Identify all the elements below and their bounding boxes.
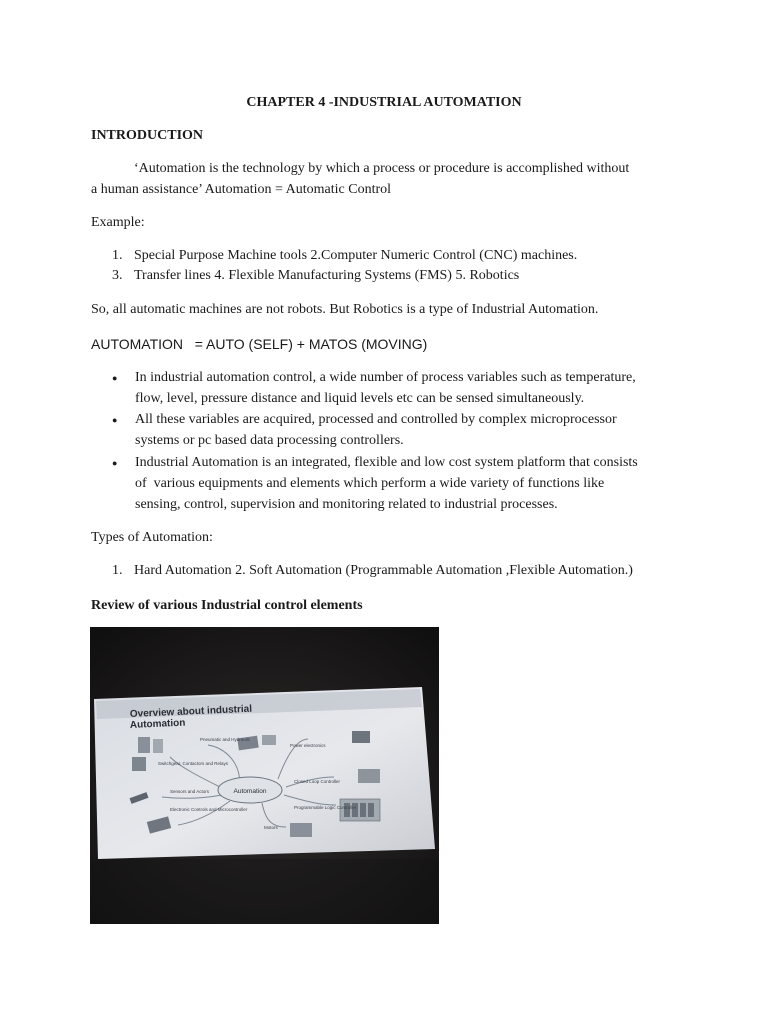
node-label: Pneumatic and Hydraulic (200, 737, 251, 742)
types-list-item (112, 561, 633, 581)
figure-photo (90, 627, 439, 924)
intro-heading: INTRODUCTION (91, 128, 204, 143)
slide-title-line1: Overview about industrial (129, 703, 253, 720)
node-label: Power electronics (290, 743, 326, 748)
bullet-line: of various equipments and elements which perform a wide variety of functions like (135, 476, 605, 491)
photo-shadow (90, 859, 439, 924)
node-label: Closed Loop Controller (294, 779, 341, 784)
bullet-line: flow, level, pressure distance and liquid levels etc can be sensed simultaneously. (135, 391, 585, 406)
review-heading: Review of various Industrial control elements (91, 598, 363, 613)
list-number: 3. (112, 268, 123, 283)
robots-note: So, all automatic machines are not robots. But Robotics is a type of Industrial Automation. (91, 302, 599, 317)
example-list-item (112, 266, 519, 286)
bullet-icon: ● (112, 373, 118, 383)
bullet-line: All these variables are acquired, processed and controlled by complex microprocessor (135, 412, 617, 427)
bullet-line: Industrial Automation is an integrated, flexible and low cost system platform that consists (135, 455, 638, 470)
bullet-line: systems or pc based data processing controllers. (135, 433, 404, 448)
node-label: Switchgear, Contactors and Relays (158, 761, 229, 766)
bullet-line: sensing, control, supervision and monitoring related to industrial processes. (135, 497, 558, 512)
node-label: Electronic Controls and Microcontroller (170, 807, 248, 812)
bullet-line: In industrial automation control, a wide number of process variables such as temperature, (135, 370, 636, 385)
node-label: Motors (264, 825, 278, 830)
definition-line-2: a human assistance’ Automation = Automatic Control (91, 182, 392, 197)
bullet-icon: ● (112, 458, 118, 468)
chapter-title: CHAPTER 4 -INDUSTRIAL AUTOMATION (246, 95, 522, 110)
example-list-item (112, 246, 577, 266)
list-text: Transfer lines 4. Flexible Manufacturing Systems (FMS) 5. Robotics (134, 268, 520, 283)
center-node-label: Automation (233, 788, 267, 795)
etymology: AUTOMATION = AUTO (SELF) + MATOS (MOVING) (91, 336, 428, 352)
node-label: Sensors and Actors (170, 789, 210, 794)
list-number: 1. (112, 248, 123, 263)
definition-line-1: ‘Automation is the technology by which a process or procedure is accomplished without (134, 161, 630, 176)
figure-photo-svg (90, 627, 439, 924)
list-text: Hard Automation 2. Soft Automation (Programmable Automation ,Flexible Automation.) (134, 563, 633, 578)
types-label: Types of Automation: (91, 530, 213, 545)
slide-title-line2: Automation (129, 717, 186, 731)
example-label: Example: (91, 215, 145, 230)
bullet-icon: ● (112, 415, 118, 425)
list-text: Special Purpose Machine tools 2.Computer Numeric Control (CNC) machines. (134, 248, 578, 263)
node-label: Programmable Logic Controller (294, 805, 357, 810)
list-number: 1. (112, 563, 123, 578)
